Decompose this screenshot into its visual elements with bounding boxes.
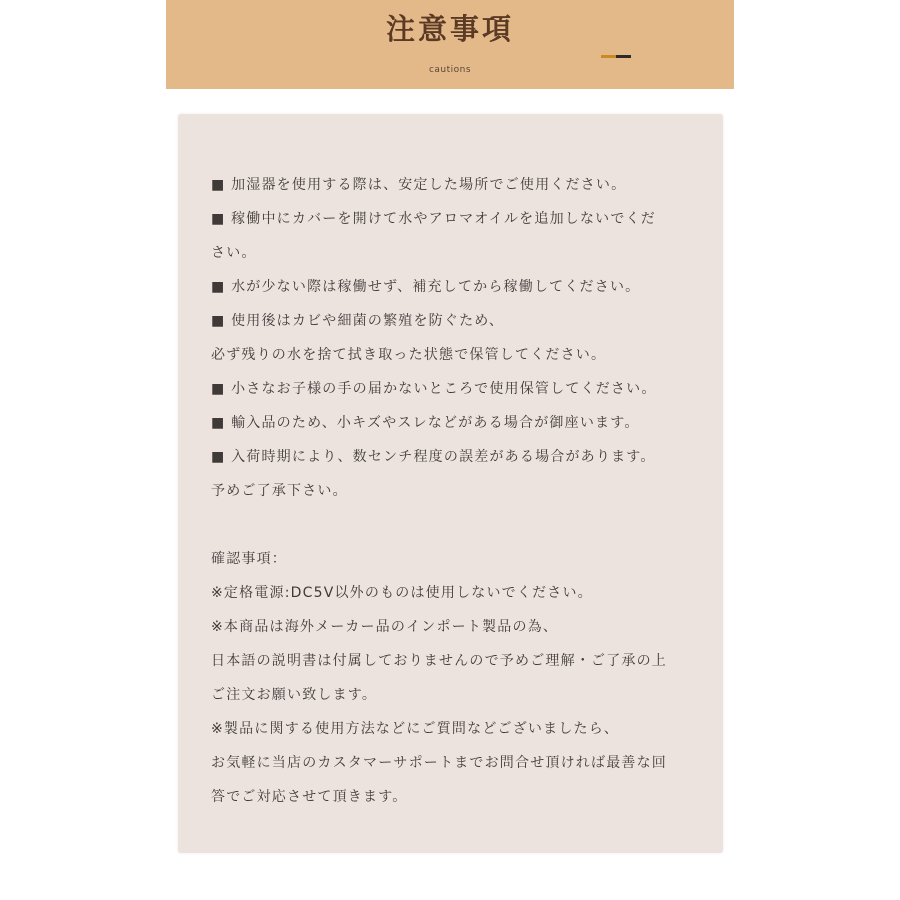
notice-line: ■ 入荷時期により、数センチ程度の誤差がある場合があります。 [211, 449, 656, 465]
notice-line: ■ 加湿器を使用する際は、安定した場所でご使用ください。 [211, 177, 627, 193]
cautions-header [166, 0, 734, 89]
notice-line: ■ 使用後はカビや細菌の繁殖を防ぐため、 [211, 313, 505, 329]
notice-line: 日本語の説明書は付属しておりませんので予めご理解・ご了承の上 [211, 653, 667, 669]
notice-line: お気軽に当店のカスタマーサポートまでお問合せ頂ければ最善な回 [211, 755, 667, 771]
notice-line: ■ 水が少ない際は稼働せず、補充してから稼働してください。 [211, 279, 641, 295]
notice-line: ※製品に関する使用方法などにご質問などございましたら、 [211, 721, 620, 737]
header-divider [601, 55, 631, 58]
notice-line: さい。 [211, 245, 257, 261]
notice-line: 必ず残りの水を捨て拭き取った状態で保管してください。 [211, 347, 607, 363]
divider-dark-segment [616, 55, 631, 58]
notice-line: ■ 輸入品のため、小キズやスレなどがある場合が御座います。 [211, 415, 640, 431]
notice-text-block [211, 168, 706, 814]
notice-line: ■ 稼働中にカバーを開けて水やアロマオイルを追加しないでくだ [211, 211, 656, 227]
notice-line: ご注文お願い致します。 [211, 687, 378, 703]
notice-line: 予めご了承下さい。 [211, 483, 348, 499]
notice-line: ■ 小さなお子様の手の届かないところで使用保管してください。 [211, 381, 657, 397]
blank-line [211, 508, 706, 542]
header-title: 注意事項 [385, 12, 514, 46]
header-subtitle: cautions [428, 65, 472, 75]
notice-card [178, 114, 723, 853]
divider-accent-segment [601, 55, 616, 58]
confirmation-heading: 確認事項： [211, 551, 287, 567]
notice-line: 答でご対応させて頂きます。 [211, 789, 408, 805]
notice-line: ※定格電源:DC5V以外のものは使用しないでください。 [211, 585, 593, 601]
notice-line: ※本商品は海外メーカー品のインポート製品の為、 [211, 619, 559, 635]
